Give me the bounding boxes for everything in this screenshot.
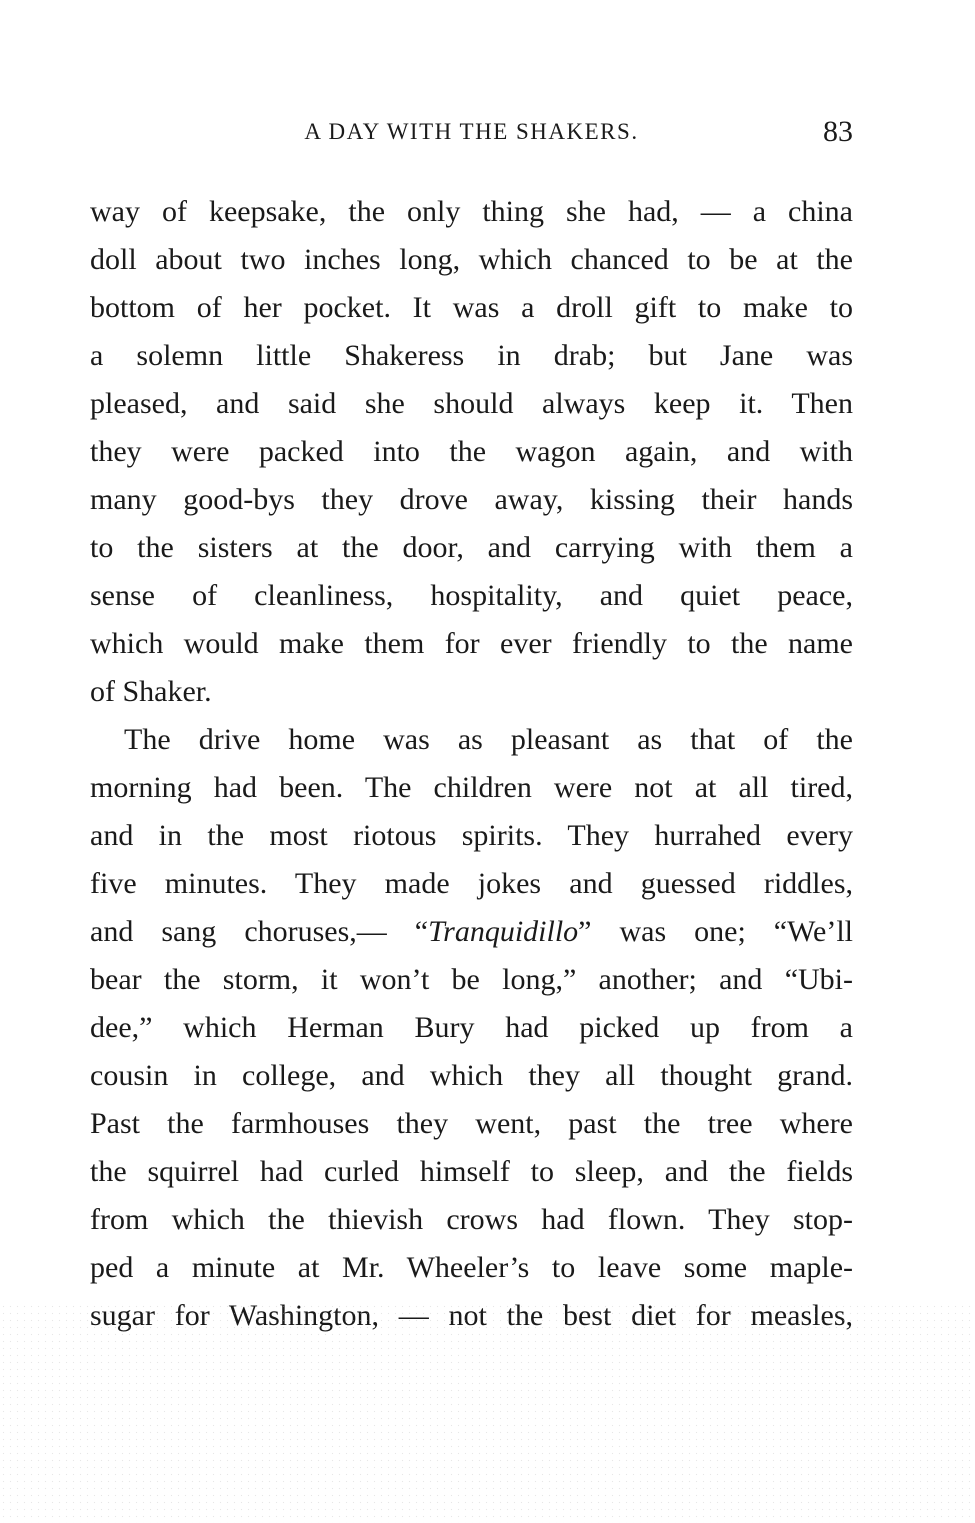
text-line: and in the most riotous spirits. They hurrahed every [90, 819, 853, 852]
text-line: sugar for Washington, — not the best diet for measles, [90, 1299, 853, 1332]
running-head [90, 112, 853, 152]
text-line: the squirrel had curled himself to sleep, and the fields [90, 1155, 853, 1188]
text-line: five minutes. They made jokes and guessed riddles, [90, 867, 853, 900]
text-segment: and sang choruses,— “ [90, 915, 429, 948]
page-number: 83 [823, 115, 853, 148]
text-line-mixed [90, 908, 853, 956]
text-line: ped a minute at Mr. Wheeler’s to leave some maple- [90, 1251, 853, 1284]
text-line: sense of cleanliness, hospitality, and quiet peace, [90, 579, 853, 612]
text-line: morning had been. The children were not at all tired, [90, 771, 853, 804]
text-line: doll about two inches long, which chanced to be at the [90, 243, 853, 276]
text-line: from which the thievish crows had flown. They stop- [90, 1203, 853, 1236]
text-line: The drive home was as pleasant as that of the [124, 723, 853, 756]
text-line: they were packed into the wagon again, and with [90, 435, 853, 468]
text-line: cousin in college, and which they all thought grand. [90, 1059, 853, 1092]
text-line: a solemn little Shakeress in drab; but Jane was [90, 339, 853, 372]
text-line: dee,” which Herman Bury had picked up from a [90, 1011, 853, 1044]
text-line: pleased, and said she should always keep it. Then [90, 387, 853, 420]
text-segment: ” was one; “We’ll [578, 915, 853, 948]
text-line: to the sisters at the door, and carrying with them a [90, 531, 853, 564]
running-title: A DAY WITH THE SHAKERS. [304, 119, 639, 144]
italic-title: Tranquidillo [428, 915, 579, 948]
paper-speckle [0, 1303, 975, 1523]
text-line: bear the storm, it won’t be long,” another; and “Ubi- [90, 963, 853, 996]
text-line: which would make them for ever friendly to the name [90, 627, 853, 660]
text-line: bottom of her pocket. It was a droll gift to make to [90, 291, 853, 324]
text-line: of Shaker. [90, 675, 212, 708]
text-line: many good-bys they drove away, kissing their hands [90, 483, 853, 516]
text-line: way of keepsake, the only thing she had, — a china [90, 195, 853, 228]
body-text [90, 188, 853, 1340]
text-line: Past the farmhouses they went, past the tree where [90, 1107, 853, 1140]
